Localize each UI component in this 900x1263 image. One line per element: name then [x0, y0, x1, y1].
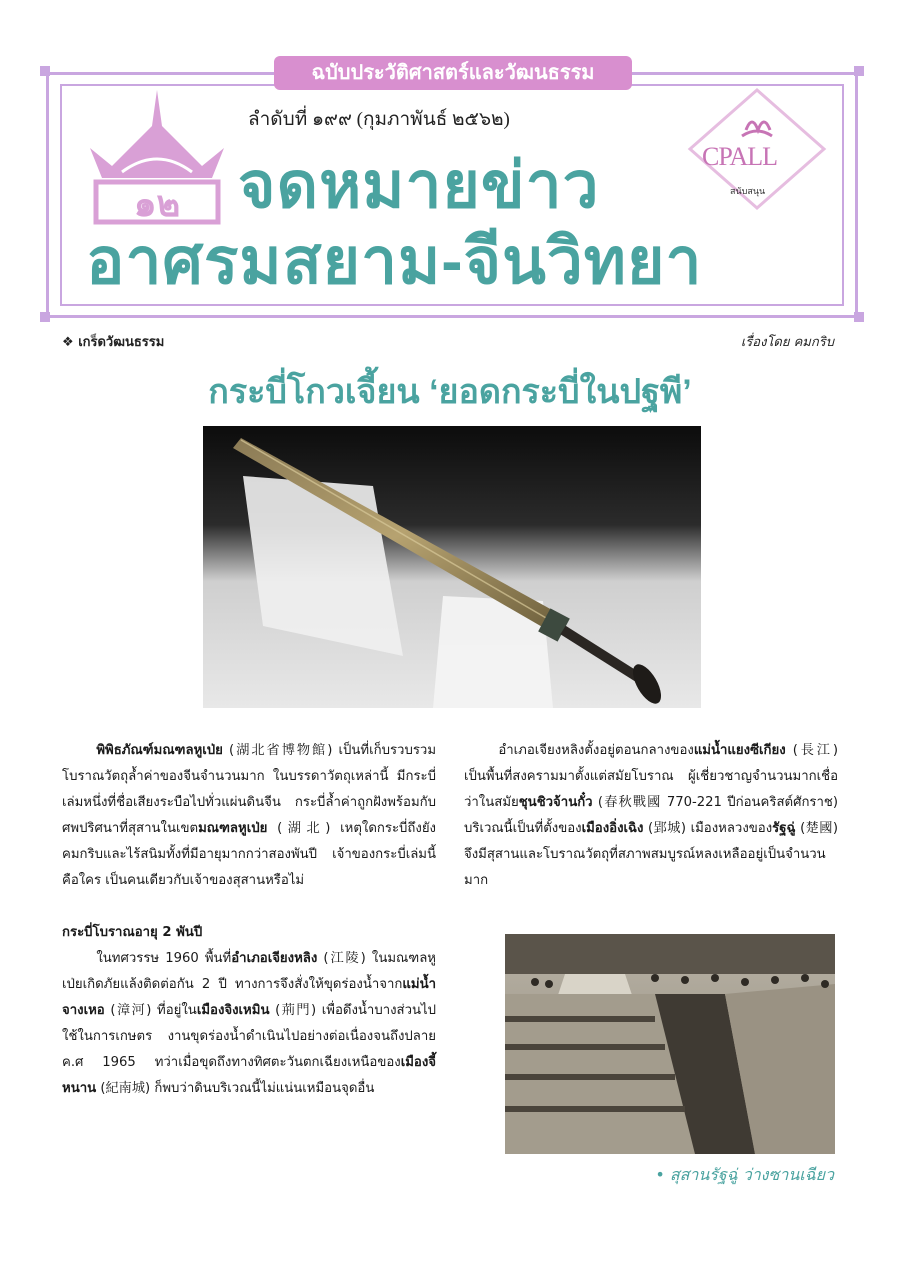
left-paragraph-2: ในทศวรรษ 1960 พื้นที่อำเภอเจียงหลิง (江陵) ในมณฑลหูเป่ยเกิดภัยแล้งติดต่อกัน 2 ปี ทางการจึงสั่งให้ขุดร่องน้ำจากแม่น้ำจางเหอ (漳河) ที่อยู่ในเมืองจิงเหมิน (荊門) เพื่อดึงน้ำบางส่วนไปใช้ในการเกษตร งานขุดร่องน้ำดำเนินไปอย่างต่อเนื่องจนถึงปลาย ค.ศ 1965 ทว่าเมื่อขุดถึงทางทิศตะวันตกเฉียงเหนือของเมืองจี้หนาน (紀南城) ก็พบว่าดินบริเวณนี้ไม่แน่นเหมือนจุดอื่น	[62, 951, 437, 1096]
right-paragraph-1: อำเภอเจียงหลิงตั้งอยู่ตอนกลางของแม่น้ำแยงซีเกียง (長江) เป็นพื้นที่สงครามมาตั้งแต่สมัยโบราณ ผู้เชี่ยวชาญจำนวนมากเชื่อว่าในสมัยชุนชิวจ้านกั๋ว (春秋戰國 770-221 ปีก่อนคริสต์ศักราช) บริเวณนี้เป็นที่ตั้งของเมืองอิ่งเฉิง (郢城) เมืองหลวงของรัฐฉู่ (楚國) จึงมีสุสานและโบราณวัตถุที่สภาพสมบูรณ์หลงเหลืออยู่เป็นจำนวนมาก	[464, 743, 839, 888]
series-banner: ฉบับประวัติศาสตร์และวัฒนธรรม	[274, 56, 632, 90]
sponsor-label: สนับสนุน	[730, 187, 766, 197]
photo-caption: • สุสานรัฐฉู่ ว่างซานเฉียว	[655, 1165, 834, 1184]
newsletter-title-line1: จดหมายข่าว	[238, 149, 600, 221]
newsletter-title-line2: อาศรมสยาม-จีนวิทยา	[86, 225, 703, 297]
issue-number: ลำดับที่ ๑๙๙ (กุมภาพันธ์ ๒๕๖๒)	[248, 109, 510, 130]
article-headline: กระบี่โกวเจี้ยน ‘ยอดกระบี่ในปฐพี’	[208, 373, 692, 411]
frame-corner	[40, 312, 50, 322]
left-subheading: กระบี่โบราณอายุ 2 พันปี	[62, 925, 203, 940]
cpall-logo: CPALL	[702, 142, 777, 171]
author-credit: เรื่องโดย คมกริบ	[740, 335, 834, 350]
diamond-bullet-icon: ❖	[62, 335, 74, 350]
section-label: เกร็ดวัฒนธรรม	[78, 335, 165, 350]
tomb-excavation-photo	[505, 934, 835, 1154]
frame-corner	[854, 66, 864, 76]
roof-number: ๑๒	[133, 184, 181, 225]
thai-roof-logo-icon	[82, 86, 232, 226]
article-left-column	[62, 738, 436, 1102]
section-tag	[62, 331, 164, 352]
sword-photo	[203, 426, 701, 708]
left-paragraph-1: พิพิธภัณฑ์มณฑลหูเป่ย (湖北省博物館) เป็นที่เก็บรวบรวมโบราณวัตถุล้ำค่าของจีนจำนวนมาก ในบรรดาวัตถุเหล่านี้ มีกระบี่เล่มหนึ่งที่ชื่อเสียงระบือไปทั่วแผ่นดินจีน กระบี่ล้ำค่าถูกฝังพร้อมกับศพปริศนาที่สุสานในเขตมณฑลหูเป่ย (湖北) เหตุใดกระบี่ถึงยังคมกริบและไร้สนิมทั้งที่มีอายุมากกว่าสองพันปี เจ้าของกระบี่เล่มนี้คือใคร เป็นคนเดียวกับเจ้าของสุสานหรือไม่	[62, 743, 437, 888]
frame-corner	[854, 312, 864, 322]
frame-corner	[40, 66, 50, 76]
article-right-column	[464, 738, 838, 894]
